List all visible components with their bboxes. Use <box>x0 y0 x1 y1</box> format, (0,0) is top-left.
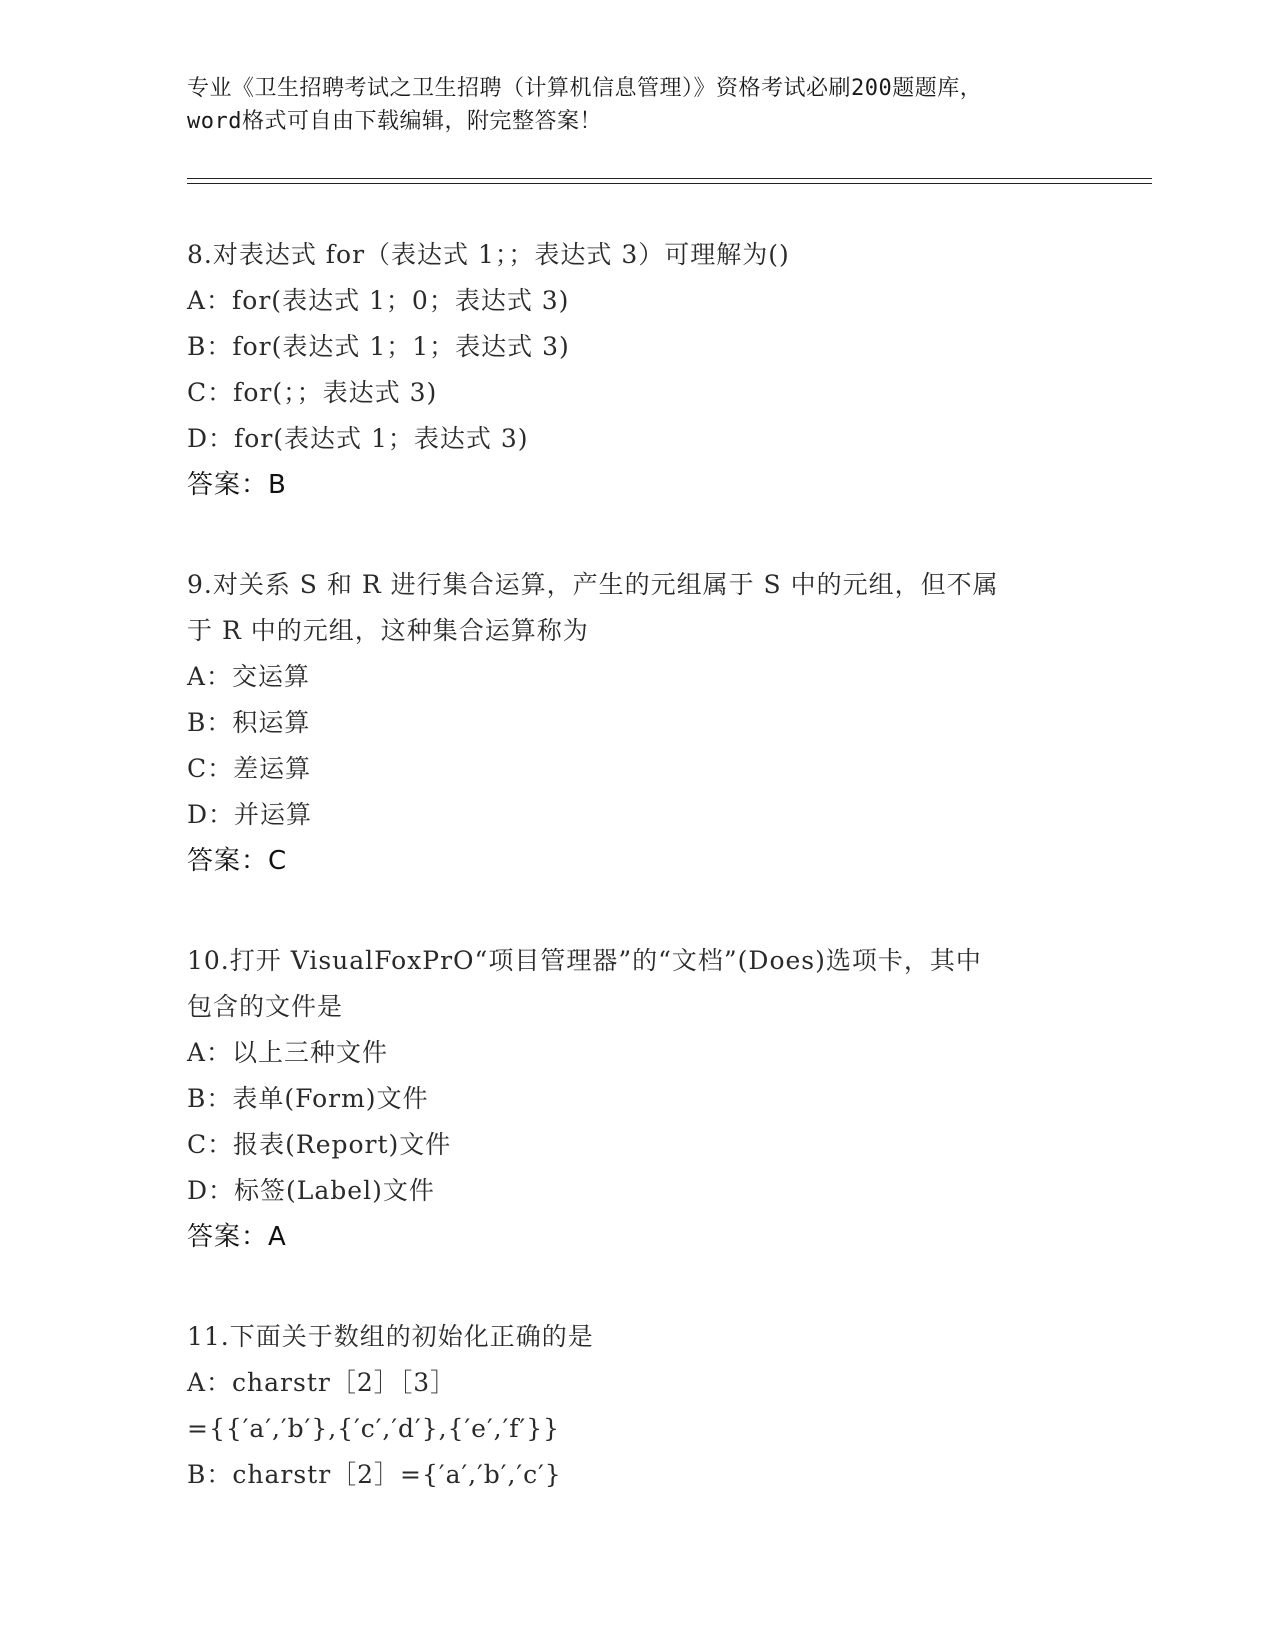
option-a-continued: ={{′a′,′b′},{′c′,′d′},{′e′,′f′}} <box>187 1414 561 1443</box>
option-c: C：差运算 <box>187 754 312 783</box>
document-header <box>187 72 1087 138</box>
option-a: A：for(表达式 1；0；表达式 3) <box>187 286 570 315</box>
header-line-2: word格式可自由下载编辑，附完整答案！ <box>187 109 602 134</box>
question-stem: 9.对关系 S 和 R 进行集合运算，产生的元组属于 S 中的元组，但不属 <box>187 570 999 599</box>
question-stem: 11.下面关于数组的初始化正确的是 <box>187 1322 594 1351</box>
option-a: A：交运算 <box>187 662 311 691</box>
question-list <box>187 232 1087 1552</box>
option-c: C：报表(Report)文件 <box>187 1130 452 1159</box>
answer-label: 答案：A <box>187 1222 287 1252</box>
option-d: D：for(表达式 1；表达式 3) <box>187 424 529 453</box>
question-8 <box>187 232 1087 508</box>
question-11 <box>187 1314 1087 1498</box>
question-stem: 10.打开 VisualFoxPrO“项目管理器”的“文档”(Does)选项卡，其中 <box>187 946 982 975</box>
option-a: A：charstr［2］［3］ <box>187 1368 457 1397</box>
option-d: D：并运算 <box>187 800 313 829</box>
option-b: B：for(表达式 1；1；表达式 3) <box>187 332 570 361</box>
answer-label: 答案：B <box>187 470 287 500</box>
option-a: A：以上三种文件 <box>187 1038 389 1067</box>
question-stem-continued: 于 R 中的元组，这种集合运算称为 <box>187 616 589 645</box>
option-d: D：标签(Label)文件 <box>187 1176 435 1205</box>
header-divider-bottom <box>187 183 1152 184</box>
header-divider-top <box>187 178 1152 179</box>
option-c: C：for(；；表达式 3) <box>187 378 438 407</box>
question-9 <box>187 562 1087 884</box>
option-b: B：charstr［2］={′a′,′b′,′c′} <box>187 1460 562 1489</box>
header-line-1: 专业《卫生招聘考试之卫生招聘（计算机信息管理）》资格考试必刷200题题库， <box>187 76 983 101</box>
option-b: B：表单(Form)文件 <box>187 1084 429 1113</box>
option-b: B：积运算 <box>187 708 311 737</box>
question-stem: 8.对表达式 for（表达式 1；；表达式 3）可理解为() <box>187 240 790 269</box>
question-10 <box>187 938 1087 1260</box>
answer-label: 答案：C <box>187 846 288 876</box>
question-stem-continued: 包含的文件是 <box>187 992 344 1021</box>
